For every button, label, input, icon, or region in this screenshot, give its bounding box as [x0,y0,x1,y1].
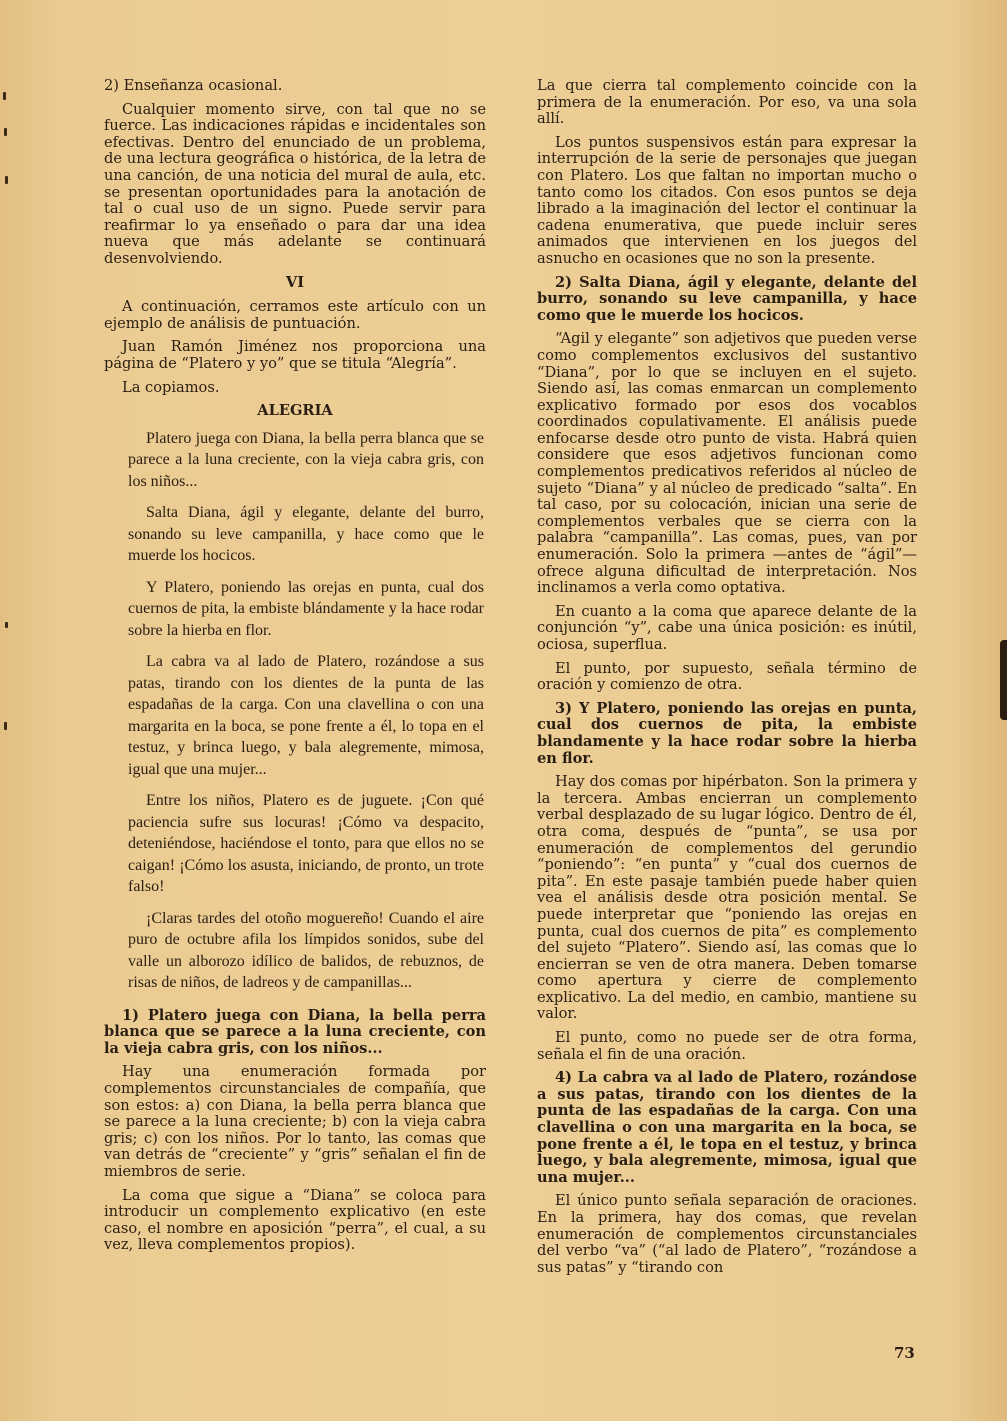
paragraph: El punto, como no puede ser de otra forma, señala el fin de una oración. [537,1029,917,1063]
poem-stanza: Salta Diana, ágil y elegante, delante del burro, sonando su leve campanilla, y hace como que le muerde los hocicos. [128,504,484,565]
poem-title: ALEGRIA [257,402,333,420]
quoted-sentence: 4) La cabra va al lado de Platero, rozándose a sus patas, tirando con los dientes de la punta de las espadañas de la carga. Con una clavellina o con una margarita en la boca, se pone frente a él, le topa en el testuz, y brinca luego, y bala alegremente, mimosa, igual que una mujer... [537,1069,917,1186]
margin-mark [5,176,8,184]
left-column [104,78,486,1261]
poem-stanza: Entre los niños, Platero es de juguete. ¡Con qué paciencia sufre sus locuras! ¡Cómo va despacito, deteniéndose, haciéndose el tonto, para que ellos no se caigan! ¡Cómo los asusta, iniciando, de pronto, un trote falso! [128,792,484,896]
page-edge-shadow [1000,640,1007,720]
poem-stanza: ¡Claras tardes del otoño moguereño! Cuando el aire puro de octubre afila los límpidos sonidos, sube del valle un alborozo idílico de balidos, de rebuznos, de risas de niños, de ladreos y de campanillas... [128,909,484,992]
paragraph: La coma que sigue a “Diana” se coloca para introducir un complemento explicativo (en este caso, el nombre en aposición “perra”, el cual, a su vez, lleva complementos propios). [104,1186,486,1254]
paragraph: Cualquier momento sirve, con tal que no se fuerce. Las indicaciones rápidas e incidentales son efectivas. Dentro del enunciado de un problema, de una lectura geográfica o histórica, de la letra de una canción, de una noticia del mural de aula, etc. se presentan oportunidades para la anotación de tal o cual uso de un signo. Puede servir para reafirmar lo ya enseñado o para dar una idea nueva que más adelante se continuará desenvolviendo. [104,100,486,267]
page-number: 73 [894,1344,915,1362]
paragraph: Hay una enumeración formada por complementos circunstanciales de compañía, que son estos: a) con Diana, la bella perra blanca que se parece a la luna creciente; b) con la vieja cabra gris; c) con los niños. Por lo tanto, las comas que van detrás de “creciente” y “gris” señalan el fin de miembros de serie. [104,1063,486,1181]
paragraph: En cuanto a la coma que aparece delante de la conjunción “y”, cabe una única posición: es inútil, ociosa, superflua. [537,602,917,653]
margin-mark [4,722,7,730]
paragraph: La que cierra tal complemento coincide con la primera de la enumeración. Por eso, va una sola allí. [537,77,917,128]
section-heading: VI [285,273,305,291]
paragraph: Juan Ramón Jiménez nos proporciona una página de “Platero y yo” que se titula “Alegría”. [104,338,486,372]
quoted-sentence: 1) Platero juega con Diana, la bella perra blanca que se parece a la luna creciente, con la vieja cabra gris, con los niños... [104,1006,486,1057]
poem-text [128,428,484,994]
paragraph: Los puntos suspensivos están para expresar la interrupción de la serie de personajes que juegan con Platero. Los que faltan no importan mucho o tanto como los citados. Con esos puntos se deja librado a la imaginación del lector el continuar la cadena enumerativa, que puede incluir seres animados que intervienen en los juegos del asnucho en ocasiones que no son la presente. [537,133,917,267]
poem-stanza: Y Platero, poniendo las orejas en punta, cual dos cuernos de pita, la embiste blándamente y la hace rodar sobre la hierba en flor. [128,578,484,639]
paragraph: “Agil y elegante” son adjetivos que pueden verse como complementos exclusivos del sustantivo “Diana”, por lo que se incluyen en el sujeto. Siendo así, las comas enmarcan un complemento explicativo formado por esos dos vocablos coordinados copulativamente. El análisis puede enfocarse desde otro punto de vista. Habrá quien considere que esos adjetivos funcionan como complementos predicativos referidos al núcleo de sujeto “Diana” y al núcleo de predicado “salta”. En tal caso, por su colocación, inician una serie de complementos verbales que se cierra con la palabra “campanilla”. Las comas, pues, van por enumeración. Solo la primera —antes de “ágil”— ofrece alguna dificultad de interpretación. Nos inclinamos a verla como optativa. [537,330,917,597]
paragraph: Hay dos comas por hipérbaton. Son la primera y la tercera. Ambas encierran un complemento verbal desplazado de su lugar lógico. Dentro de él, otra coma, después de “punta”, se usa por enumeración de complementos del gerundio “poniendo”: “en punta” y “cual dos cuernos de pita”. En este pasaje también puede haber quien vea el análisis desde otra posición mental. Se puede interpretar que “poniendo las orejas en punta, cual dos cuernos de pita” es complemento del sujeto “Platero”. Siendo así, las comas que lo encierran se ven de otra manera. Deben tomarse como apertura y cierre de complemento explicativo. La del medio, en cambio, mantiene su valor. [537,773,917,1023]
margin-mark [3,92,6,100]
subsection-title: 2) Enseñanza ocasional. [104,77,283,94]
paragraph: El punto, por supuesto, señala término de oración y comienzo de otra. [537,659,917,694]
poem-stanza: La cabra va al lado de Platero, rozándose a sus patas, tirando con los dientes de la punta de las espadañas de la carga. Con una clavellina o con una margarita en la boca, se pone frente a él, lo topa en el testuz, y brinca luego, y bala alegremente, mimosa, igual que una mujer... [128,653,484,778]
quoted-sentence: 2) Salta Diana, ágil y elegante, delante del burro, sonando su leve campanilla, y hace como que le muerde los hocicos. [537,273,917,324]
right-column [537,78,917,1283]
paragraph: A continuación, cerramos este artículo con un ejemplo de análisis de puntuación. [104,298,486,332]
quoted-sentence: 3) Y Platero, poniendo las orejas en punta, cual dos cuernos de pita, la embiste blandamente y la hace rodar sobre la hierba en flor. [537,699,917,767]
paragraph: El único punto señala separación de oraciones. En la primera, hay dos comas, que revelan enumeración de complementos circunstanciales del verbo “va” (“al lado de Platero”, “rozándose a sus patas” y “tirando con [537,1192,917,1276]
margin-mark [4,128,7,136]
margin-mark [5,622,8,628]
poem-stanza: Platero juega con Diana, la bella perra blanca que se parece a la luna creciente, con la vieja cabra gris, con los niños... [128,429,484,490]
paragraph: La copiamos. [122,378,220,396]
